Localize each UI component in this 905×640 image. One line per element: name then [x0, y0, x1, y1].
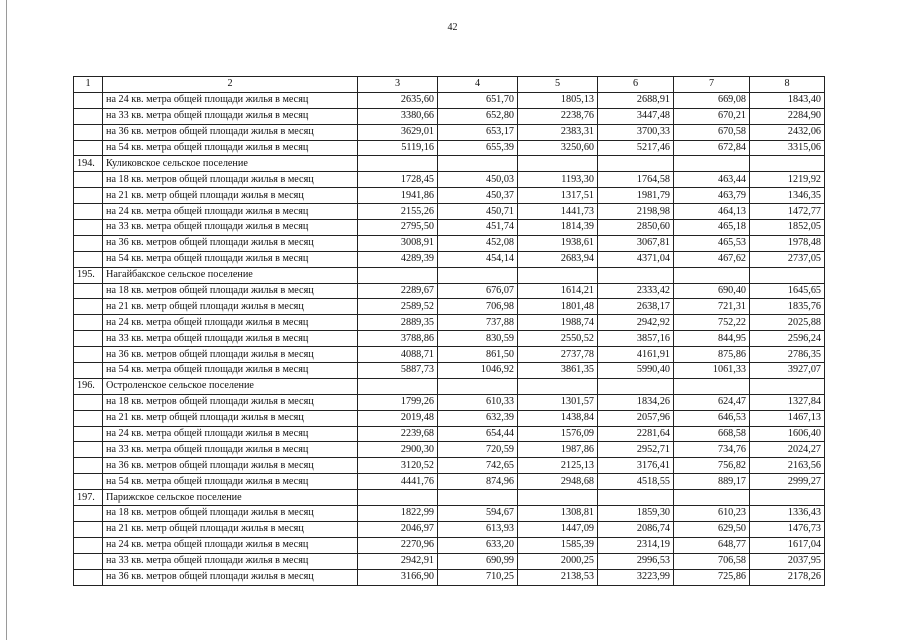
table-row — [74, 426, 825, 442]
value-cell-col3: 3788,86 — [358, 331, 438, 347]
row-index-cell — [74, 124, 103, 140]
value-cell-col6: 2281,64 — [598, 426, 674, 442]
value-cell-col3: 3380,66 — [358, 108, 438, 124]
value-cell-col3: 4088,71 — [358, 347, 438, 363]
value-cell-col4: 1046,92 — [438, 363, 518, 379]
empty-cell — [674, 378, 750, 394]
value-cell-col5: 2138,53 — [518, 569, 598, 585]
empty-cell — [518, 490, 598, 506]
row-description: на 24 кв. метра общей площади жилья в месяц — [103, 426, 358, 442]
row-description: на 36 кв. метров общей площади жилья в месяц — [103, 458, 358, 474]
empty-cell — [438, 378, 518, 394]
row-index-cell — [74, 394, 103, 410]
row-index-cell — [74, 506, 103, 522]
value-cell-col6: 4371,04 — [598, 251, 674, 267]
value-cell-col7: 669,08 — [674, 92, 750, 108]
empty-cell — [438, 267, 518, 283]
row-index-cell — [74, 426, 103, 442]
row-index-cell — [74, 474, 103, 490]
row-description: на 24 кв. метра общей площади жилья в месяц — [103, 204, 358, 220]
value-cell-col4: 676,07 — [438, 283, 518, 299]
section-number: 197. — [74, 490, 103, 506]
table-row — [74, 172, 825, 188]
empty-cell — [598, 378, 674, 394]
value-cell-col7: 706,58 — [674, 553, 750, 569]
table-row — [74, 347, 825, 363]
value-cell-col8: 1852,05 — [750, 220, 825, 236]
value-cell-col3: 3629,01 — [358, 124, 438, 140]
tariff-table — [73, 76, 825, 586]
value-cell-col6: 2057,96 — [598, 410, 674, 426]
value-cell-col3: 2889,35 — [358, 315, 438, 331]
empty-cell — [358, 490, 438, 506]
value-cell-col7: 467,62 — [674, 251, 750, 267]
section-name: Парижское сельское поселение — [103, 490, 358, 506]
row-index-cell — [74, 251, 103, 267]
value-cell-col7: 465,53 — [674, 235, 750, 251]
value-cell-col8: 2737,05 — [750, 251, 825, 267]
value-cell-col6: 2314,19 — [598, 537, 674, 553]
value-cell-col8: 1835,76 — [750, 299, 825, 315]
header-cell-1: 1 — [74, 77, 103, 93]
value-cell-col4: 720,59 — [438, 442, 518, 458]
value-cell-col8: 1467,13 — [750, 410, 825, 426]
row-index-cell — [74, 442, 103, 458]
row-description: на 36 кв. метров общей площади жилья в месяц — [103, 569, 358, 585]
value-cell-col8: 1327,84 — [750, 394, 825, 410]
value-cell-col8: 1606,40 — [750, 426, 825, 442]
empty-cell — [598, 156, 674, 172]
value-cell-col7: 721,31 — [674, 299, 750, 315]
row-description: на 21 кв. метр общей площади жилья в месяц — [103, 299, 358, 315]
row-index-cell — [74, 458, 103, 474]
value-cell-col7: 624,47 — [674, 394, 750, 410]
value-cell-col6: 4161,91 — [598, 347, 674, 363]
row-description: на 21 кв. метр общей площади жилья в месяц — [103, 410, 358, 426]
value-cell-col6: 5217,46 — [598, 140, 674, 156]
value-cell-col6: 3447,48 — [598, 108, 674, 124]
header-cell-4: 4 — [438, 77, 518, 93]
empty-cell — [358, 267, 438, 283]
value-cell-col7: 646,53 — [674, 410, 750, 426]
value-cell-col5: 1576,09 — [518, 426, 598, 442]
row-description: на 54 кв. метра общей площади жилья в месяц — [103, 140, 358, 156]
value-cell-col4: 655,39 — [438, 140, 518, 156]
value-cell-col5: 3250,60 — [518, 140, 598, 156]
value-cell-col4: 450,03 — [438, 172, 518, 188]
value-cell-col5: 2383,31 — [518, 124, 598, 140]
empty-cell — [438, 490, 518, 506]
value-cell-col5: 1987,86 — [518, 442, 598, 458]
value-cell-col7: 463,44 — [674, 172, 750, 188]
value-cell-col8: 2037,95 — [750, 553, 825, 569]
header-cell-5: 5 — [518, 77, 598, 93]
row-index-cell — [74, 220, 103, 236]
value-cell-col8: 2178,26 — [750, 569, 825, 585]
value-cell-col6: 3067,81 — [598, 235, 674, 251]
value-cell-col3: 1728,45 — [358, 172, 438, 188]
row-index-cell — [74, 410, 103, 426]
value-cell-col5: 1988,74 — [518, 315, 598, 331]
row-index-cell — [74, 108, 103, 124]
value-cell-col5: 3861,35 — [518, 363, 598, 379]
value-cell-col6: 2850,60 — [598, 220, 674, 236]
value-cell-col4: 610,33 — [438, 394, 518, 410]
value-cell-col7: 648,77 — [674, 537, 750, 553]
row-index-cell — [74, 569, 103, 585]
table-row — [74, 363, 825, 379]
section-number: 195. — [74, 267, 103, 283]
value-cell-col4: 742,65 — [438, 458, 518, 474]
empty-cell — [674, 267, 750, 283]
value-cell-col4: 737,88 — [438, 315, 518, 331]
value-cell-col3: 5887,73 — [358, 363, 438, 379]
value-cell-col4: 653,17 — [438, 124, 518, 140]
section-name: Куликовское сельское поселение — [103, 156, 358, 172]
empty-cell — [750, 378, 825, 394]
row-description: на 36 кв. метров общей площади жилья в месяц — [103, 235, 358, 251]
row-description: на 33 кв. метра общей площади жилья в месяц — [103, 442, 358, 458]
value-cell-col7: 690,40 — [674, 283, 750, 299]
table-body — [74, 92, 825, 585]
value-cell-col5: 2948,68 — [518, 474, 598, 490]
value-cell-col3: 2155,26 — [358, 204, 438, 220]
table-row — [74, 410, 825, 426]
value-cell-col3: 1941,86 — [358, 188, 438, 204]
section-row — [74, 378, 825, 394]
value-cell-col8: 2999,27 — [750, 474, 825, 490]
row-index-cell — [74, 283, 103, 299]
table-row — [74, 235, 825, 251]
row-index-cell — [74, 315, 103, 331]
table-row — [74, 315, 825, 331]
value-cell-col4: 450,71 — [438, 204, 518, 220]
value-cell-col8: 2596,24 — [750, 331, 825, 347]
value-cell-col3: 2046,97 — [358, 521, 438, 537]
value-cell-col5: 1438,84 — [518, 410, 598, 426]
value-cell-col5: 1814,39 — [518, 220, 598, 236]
value-cell-col7: 670,21 — [674, 108, 750, 124]
empty-cell — [674, 156, 750, 172]
value-cell-col7: 889,17 — [674, 474, 750, 490]
table-row — [74, 331, 825, 347]
value-cell-col5: 1447,09 — [518, 521, 598, 537]
value-cell-col6: 4518,55 — [598, 474, 674, 490]
value-cell-col8: 1336,43 — [750, 506, 825, 522]
value-cell-col5: 2000,25 — [518, 553, 598, 569]
value-cell-col8: 1978,48 — [750, 235, 825, 251]
row-description: на 18 кв. метров общей площади жилья в месяц — [103, 394, 358, 410]
empty-cell — [438, 156, 518, 172]
value-cell-col7: 672,84 — [674, 140, 750, 156]
value-cell-col7: 610,23 — [674, 506, 750, 522]
table-row — [74, 458, 825, 474]
value-cell-col3: 2589,52 — [358, 299, 438, 315]
row-index-cell — [74, 204, 103, 220]
empty-cell — [598, 490, 674, 506]
value-cell-col4: 452,08 — [438, 235, 518, 251]
row-description: на 33 кв. метра общей площади жилья в месяц — [103, 331, 358, 347]
empty-cell — [598, 267, 674, 283]
table-row — [74, 553, 825, 569]
value-cell-col5: 1585,39 — [518, 537, 598, 553]
value-cell-col6: 2086,74 — [598, 521, 674, 537]
table-row — [74, 283, 825, 299]
section-number: 196. — [74, 378, 103, 394]
value-cell-col8: 2163,56 — [750, 458, 825, 474]
value-cell-col8: 3927,07 — [750, 363, 825, 379]
row-description: на 54 кв. метра общей площади жилья в месяц — [103, 251, 358, 267]
value-cell-col6: 1859,30 — [598, 506, 674, 522]
page-number: 42 — [447, 22, 458, 33]
row-index-cell — [74, 331, 103, 347]
header-cell-7: 7 — [674, 77, 750, 93]
row-description: на 33 кв. метра общей площади жилья в месяц — [103, 220, 358, 236]
value-cell-col4: 454,14 — [438, 251, 518, 267]
value-cell-col3: 3120,52 — [358, 458, 438, 474]
value-cell-col3: 4441,76 — [358, 474, 438, 490]
value-cell-col8: 1219,92 — [750, 172, 825, 188]
row-index-cell — [74, 553, 103, 569]
table-row — [74, 442, 825, 458]
row-description: на 33 кв. метра общей площади жилья в месяц — [103, 553, 358, 569]
value-cell-col6: 3857,16 — [598, 331, 674, 347]
value-cell-col5: 1801,48 — [518, 299, 598, 315]
header-row — [74, 77, 825, 93]
table-row — [74, 220, 825, 236]
value-cell-col7: 1061,33 — [674, 363, 750, 379]
table-row — [74, 537, 825, 553]
value-cell-col4: 594,67 — [438, 506, 518, 522]
row-description: на 18 кв. метров общей площади жилья в месяц — [103, 283, 358, 299]
row-index-cell — [74, 347, 103, 363]
value-cell-col4: 654,44 — [438, 426, 518, 442]
row-index-cell — [74, 188, 103, 204]
row-description: на 21 кв. метр общей площади жилья в месяц — [103, 188, 358, 204]
value-cell-col8: 2024,27 — [750, 442, 825, 458]
value-cell-col4: 690,99 — [438, 553, 518, 569]
value-cell-col5: 2683,94 — [518, 251, 598, 267]
empty-cell — [674, 490, 750, 506]
value-cell-col4: 874,96 — [438, 474, 518, 490]
value-cell-col8: 1843,40 — [750, 92, 825, 108]
table-row — [74, 474, 825, 490]
table-row — [74, 108, 825, 124]
value-cell-col6: 2996,53 — [598, 553, 674, 569]
value-cell-col5: 2550,52 — [518, 331, 598, 347]
row-description: на 24 кв. метра общей площади жилья в месяц — [103, 537, 358, 553]
row-description: на 24 кв. метра общей площади жилья в месяц — [103, 315, 358, 331]
empty-cell — [358, 378, 438, 394]
row-description: на 18 кв. метров общей площади жилья в месяц — [103, 172, 358, 188]
value-cell-col7: 629,50 — [674, 521, 750, 537]
empty-cell — [518, 156, 598, 172]
section-row — [74, 267, 825, 283]
value-cell-col8: 1645,65 — [750, 283, 825, 299]
value-cell-col3: 3008,91 — [358, 235, 438, 251]
value-cell-col3: 4289,39 — [358, 251, 438, 267]
value-cell-col3: 2239,68 — [358, 426, 438, 442]
row-description: на 21 кв. метр общей площади жилья в месяц — [103, 521, 358, 537]
empty-cell — [750, 267, 825, 283]
value-cell-col7: 464,13 — [674, 204, 750, 220]
row-description: на 36 кв. метров общей площади жилья в месяц — [103, 124, 358, 140]
value-cell-col5: 1805,13 — [518, 92, 598, 108]
value-cell-col7: 734,76 — [674, 442, 750, 458]
value-cell-col4: 830,59 — [438, 331, 518, 347]
value-cell-col5: 2125,13 — [518, 458, 598, 474]
value-cell-col8: 3315,06 — [750, 140, 825, 156]
row-description: на 54 кв. метра общей площади жилья в месяц — [103, 474, 358, 490]
empty-cell — [750, 490, 825, 506]
value-cell-col3: 1799,26 — [358, 394, 438, 410]
value-cell-col3: 2635,60 — [358, 92, 438, 108]
value-cell-col4: 861,50 — [438, 347, 518, 363]
value-cell-col7: 465,18 — [674, 220, 750, 236]
value-cell-col4: 706,98 — [438, 299, 518, 315]
section-name: Нагайбакское сельское поселение — [103, 267, 358, 283]
row-description: на 54 кв. метра общей площади жилья в месяц — [103, 363, 358, 379]
value-cell-col5: 2238,76 — [518, 108, 598, 124]
value-cell-col5: 1308,81 — [518, 506, 598, 522]
value-cell-col8: 2025,88 — [750, 315, 825, 331]
value-cell-col8: 1617,04 — [750, 537, 825, 553]
value-cell-col7: 752,22 — [674, 315, 750, 331]
value-cell-col5: 1193,30 — [518, 172, 598, 188]
header-cell-3: 3 — [358, 77, 438, 93]
value-cell-col8: 1476,73 — [750, 521, 825, 537]
value-cell-col5: 1317,51 — [518, 188, 598, 204]
value-cell-col4: 651,70 — [438, 92, 518, 108]
table-row — [74, 204, 825, 220]
value-cell-col6: 1764,58 — [598, 172, 674, 188]
table-row — [74, 394, 825, 410]
table-row — [74, 124, 825, 140]
value-cell-col4: 450,37 — [438, 188, 518, 204]
row-index-cell — [74, 140, 103, 156]
value-cell-col6: 1981,79 — [598, 188, 674, 204]
value-cell-col7: 668,58 — [674, 426, 750, 442]
value-cell-col7: 875,86 — [674, 347, 750, 363]
value-cell-col3: 2900,30 — [358, 442, 438, 458]
row-description: на 24 кв. метра общей площади жилья в месяц — [103, 92, 358, 108]
table-row — [74, 188, 825, 204]
row-description: на 36 кв. метров общей площади жилья в месяц — [103, 347, 358, 363]
value-cell-col3: 2795,50 — [358, 220, 438, 236]
header-cell-6: 6 — [598, 77, 674, 93]
value-cell-col8: 2786,35 — [750, 347, 825, 363]
value-cell-col3: 2289,67 — [358, 283, 438, 299]
value-cell-col7: 463,79 — [674, 188, 750, 204]
table-row — [74, 506, 825, 522]
value-cell-col6: 3176,41 — [598, 458, 674, 474]
value-cell-col4: 652,80 — [438, 108, 518, 124]
row-index-cell — [74, 92, 103, 108]
table-row — [74, 521, 825, 537]
table-row — [74, 140, 825, 156]
section-row — [74, 490, 825, 506]
value-cell-col7: 670,58 — [674, 124, 750, 140]
value-cell-col6: 2333,42 — [598, 283, 674, 299]
value-cell-col6: 3700,33 — [598, 124, 674, 140]
empty-cell — [358, 156, 438, 172]
table-row — [74, 299, 825, 315]
value-cell-col4: 632,39 — [438, 410, 518, 426]
value-cell-col6: 5990,40 — [598, 363, 674, 379]
value-cell-col3: 2019,48 — [358, 410, 438, 426]
value-cell-col3: 2942,91 — [358, 553, 438, 569]
value-cell-col4: 451,74 — [438, 220, 518, 236]
value-cell-col4: 710,25 — [438, 569, 518, 585]
value-cell-col5: 2737,78 — [518, 347, 598, 363]
row-description: на 33 кв. метра общей площади жилья в месяц — [103, 108, 358, 124]
table-row — [74, 569, 825, 585]
header-cell-2: 2 — [103, 77, 358, 93]
value-cell-col8: 2284,90 — [750, 108, 825, 124]
value-cell-col7: 725,86 — [674, 569, 750, 585]
value-cell-col6: 1834,26 — [598, 394, 674, 410]
row-description: на 18 кв. метров общей площади жилья в месяц — [103, 506, 358, 522]
value-cell-col6: 2942,92 — [598, 315, 674, 331]
row-index-cell — [74, 363, 103, 379]
empty-cell — [518, 267, 598, 283]
value-cell-col6: 2638,17 — [598, 299, 674, 315]
row-index-cell — [74, 537, 103, 553]
value-cell-col6: 2198,98 — [598, 204, 674, 220]
row-index-cell — [74, 521, 103, 537]
header-cell-8: 8 — [750, 77, 825, 93]
value-cell-col5: 1301,57 — [518, 394, 598, 410]
row-index-cell — [74, 299, 103, 315]
value-cell-col8: 1472,77 — [750, 204, 825, 220]
value-cell-col3: 5119,16 — [358, 140, 438, 156]
value-cell-col7: 844,95 — [674, 331, 750, 347]
value-cell-col6: 2952,71 — [598, 442, 674, 458]
value-cell-col3: 3166,90 — [358, 569, 438, 585]
table-row — [74, 92, 825, 108]
value-cell-col6: 3223,99 — [598, 569, 674, 585]
value-cell-col4: 633,20 — [438, 537, 518, 553]
value-cell-col3: 2270,96 — [358, 537, 438, 553]
scan-edge-line — [6, 0, 7, 640]
value-cell-col8: 1346,35 — [750, 188, 825, 204]
empty-cell — [518, 378, 598, 394]
section-number: 194. — [74, 156, 103, 172]
empty-cell — [750, 156, 825, 172]
row-index-cell — [74, 235, 103, 251]
value-cell-col5: 1614,21 — [518, 283, 598, 299]
value-cell-col8: 2432,06 — [750, 124, 825, 140]
value-cell-col7: 756,82 — [674, 458, 750, 474]
table-row — [74, 251, 825, 267]
row-index-cell — [74, 172, 103, 188]
value-cell-col6: 2688,91 — [598, 92, 674, 108]
section-row — [74, 156, 825, 172]
value-cell-col5: 1938,61 — [518, 235, 598, 251]
section-name: Остроленское сельское поселение — [103, 378, 358, 394]
value-cell-col5: 1441,73 — [518, 204, 598, 220]
value-cell-col4: 613,93 — [438, 521, 518, 537]
value-cell-col3: 1822,99 — [358, 506, 438, 522]
